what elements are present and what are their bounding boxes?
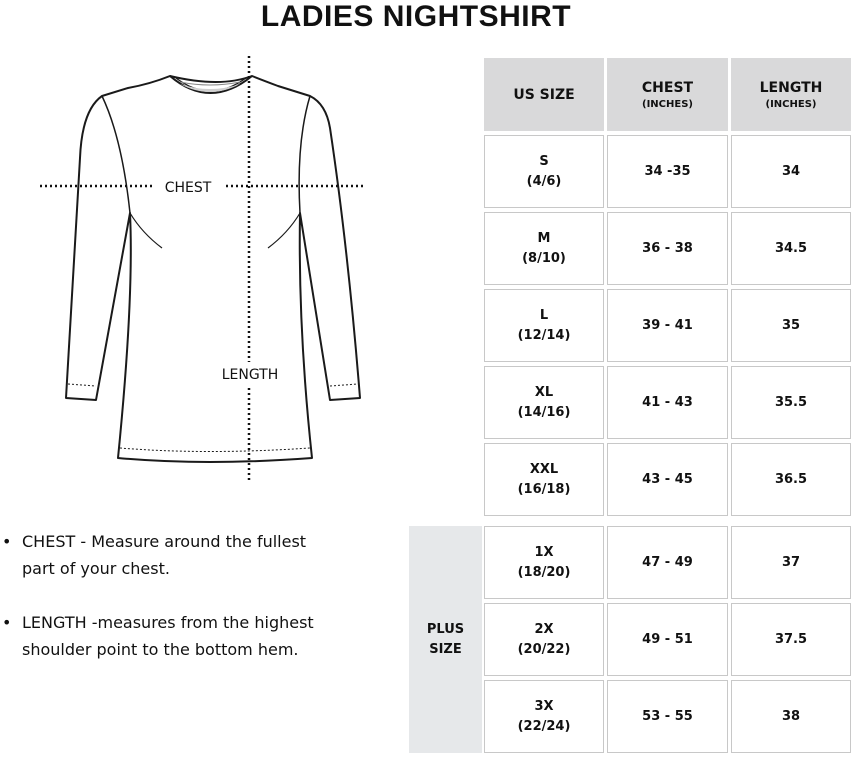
table-cell-length: 37 <box>731 526 851 599</box>
header-length: LENGTH (INCHES) <box>731 58 851 131</box>
table-cell-chest: 36 - 38 <box>607 212 728 285</box>
header-chest: CHEST (INCHES) <box>607 58 728 131</box>
shirt-outline <box>66 76 360 462</box>
table-cell-chest: 34 -35 <box>607 135 728 208</box>
plus-size-label: PLUS SIZE <box>409 526 482 753</box>
table-cell-length: 35.5 <box>731 366 851 439</box>
chest-label: CHEST <box>164 180 212 196</box>
table-cell-size: M (8/10) <box>484 212 604 285</box>
table-cell-size: 3X (22/24) <box>484 680 604 753</box>
table-cell-length: 34.5 <box>731 212 851 285</box>
table-cell-size: S (4/6) <box>484 135 604 208</box>
table-cell-size: 2X (20/22) <box>484 603 604 676</box>
table-cell-chest: 39 - 41 <box>607 289 728 362</box>
table-cell-size: XL (14/16) <box>484 366 604 439</box>
table-cell-size: XXL (16/18) <box>484 443 604 516</box>
table-cell-size: 1X (18/20) <box>484 526 604 599</box>
page-title: LADIES NIGHTSHIRT <box>260 0 572 33</box>
table-cell-length: 37.5 <box>731 603 851 676</box>
table-cell-length: 35 <box>731 289 851 362</box>
table-cell-size: L (12/14) <box>484 289 604 362</box>
table-cell-chest: 43 - 45 <box>607 443 728 516</box>
table-cell-chest: 47 - 49 <box>607 526 728 599</box>
header-us-size: US SIZE <box>484 58 604 131</box>
table-cell-length: 34 <box>731 135 851 208</box>
table-cell-chest: 41 - 43 <box>607 366 728 439</box>
table-cell-chest: 53 - 55 <box>607 680 728 753</box>
table-cell-length: 38 <box>731 680 851 753</box>
table-cell-chest: 49 - 51 <box>607 603 728 676</box>
nightshirt-diagram <box>30 48 375 488</box>
length-label: LENGTH <box>221 367 279 383</box>
table-cell-length: 36.5 <box>731 443 851 516</box>
